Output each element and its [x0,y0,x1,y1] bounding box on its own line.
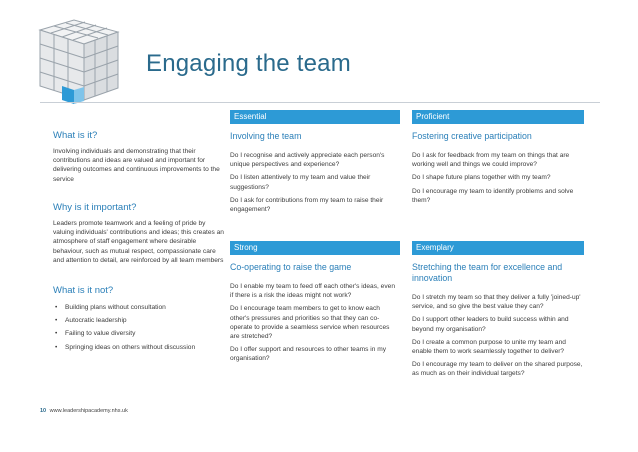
proficient-subtitle: Fostering creative participation [412,131,532,141]
exemplary-subtitle: Stretching the team for excellence and innovation [412,262,563,283]
proficient-question: Do I ask for feedback from my team on things that are working well and things we could improve? [412,152,570,169]
what-is-it-not-heading: What is it not? [53,285,114,296]
list-item: • Building plans without consultation [53,303,228,312]
strong-question: Do I encourage team members to get to know each other's pressures and priorities so that they can co-operate to provide a seamless service when resources are stretched? [230,305,390,341]
list-item: • Autocratic leadership [53,316,228,325]
what-is-it-text: Involving individuals and demonstrating that their contributions and ideas are valued and important for delivering outcomes and continuous improvements to the service [53,148,220,183]
exemplary-question: Do I support other leaders to build success within and beyond my organisation? [412,316,569,333]
strong-question: Do I enable my team to feed off each other's ideas, even if there is a risk the ideas might not work? [230,283,395,300]
exemplary-question: Do I encourage my team to deliver on the shared purpose, as much as on their individual targets? [412,361,583,378]
proficient-question: Do I shape future plans together with my team? [412,174,551,182]
proficient-panel [412,110,584,209]
what-is-it-section [53,130,228,184]
exemplary-question: Do I stretch my team so that they deliver a fully 'joined-up' service, and so give the best value they can? [412,294,581,311]
what-is-it-not-list [53,303,228,352]
essential-subtitle: Involving the team [230,131,302,141]
why-important-section [53,202,228,265]
strong-panel [230,241,400,368]
why-important-heading: Why is it important? [53,202,137,213]
page-number: 10 [40,408,47,414]
what-is-it-not-section [53,285,228,356]
essential-bar: Essential [230,110,400,124]
strong-bar: Strong [230,241,400,255]
exemplary-panel [412,241,584,383]
list-item: • Failing to value diversity [53,329,228,338]
essential-panel [230,110,400,218]
page-title: Engaging the team [146,50,351,77]
what-is-it-heading: What is it? [53,130,98,141]
page-footer [40,408,128,414]
essential-question: Do I ask for contributions from my team to raise their engagement? [230,196,384,214]
strong-subtitle: Co-operating to raise the game [230,262,352,272]
proficient-question: Do I encourage my team to identify problems and solve them? [412,187,574,204]
strong-question: Do I offer support and resources to other teams in my organisation? [230,346,387,363]
list-item: • Springing ideas on others without discussion [53,343,228,352]
website-link[interactable]: www.leadershipacademy.nhs.uk [49,408,128,414]
essential-question: Do I recognise and actively appreciate each person's unique perspectives and experience? [230,152,385,169]
leadership-cube-logo [22,16,132,106]
exemplary-bar: Exemplary [412,241,584,255]
proficient-bar: Proficient [412,110,584,124]
exemplary-question: Do I create a common purpose to unite my team and enable them to work seamlessly together to deliver? [412,338,566,356]
essential-question: Do I listen attentively to my team and value their suggestions? [230,174,371,191]
why-important-text: Leaders promote teamwork and a feeling of pride by valuing individuals' contributions and ideas; this creates an atmosphere of staff engagement where desirable behaviour, such as mutual respect, compassionate care and attention to detail, are reinforced by all team members [53,220,224,264]
header-divider [40,102,600,103]
